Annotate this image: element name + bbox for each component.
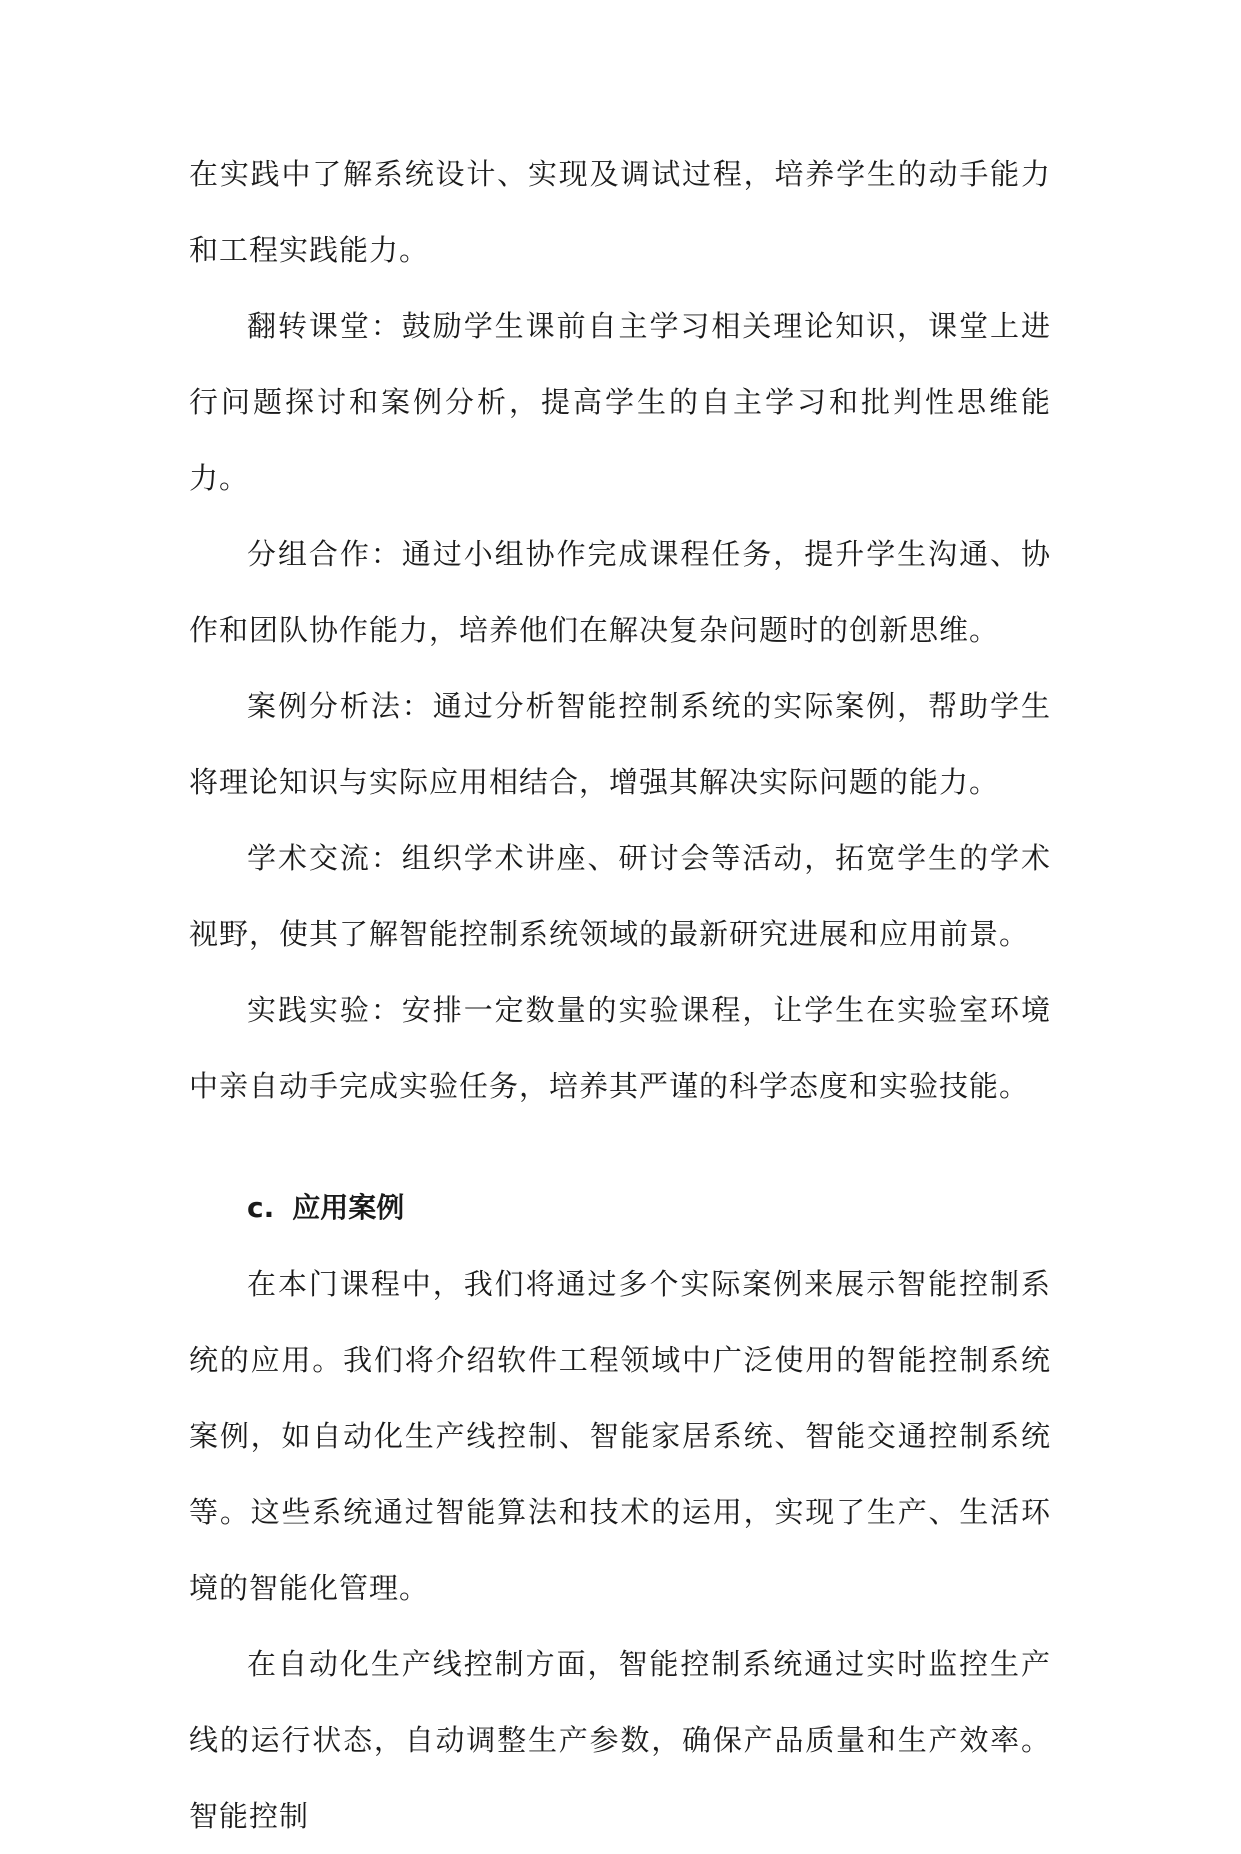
paragraph-academic-exchange: 学术交流：组织学术讲座、研讨会等活动，拓宽学生的学术视野，使其了解智能控制系统领域的最新研究进展和应用前景。 <box>189 841 1051 951</box>
section-heading-application-cases <box>189 1170 1051 1246</box>
document-body <box>189 140 1051 1854</box>
paragraph-practice-continuation: 在实践中了解系统设计、实现及调试过程，培养学生的动手能力和工程实践能力。 <box>189 157 1051 267</box>
paragraph-course-cases: 在本门课程中，我们将通过多个实际案例来展示智能控制系统的应用。我们将介绍软件工程领域中广泛使用的智能控制系统案例，如自动化生产线控制、智能家居系统、智能交通控制系统等。这些系统通过智能算法和技术的运用，实现了生产、生活环境的智能化管理。 <box>189 1267 1051 1605</box>
section-marker: c. <box>247 1191 275 1224</box>
paragraph-group-cooperation: 分组合作：通过小组协作完成课程任务，提升学生沟通、协作和团队协作能力，培养他们在解决复杂问题时的创新思维。 <box>189 537 1051 647</box>
section-title: 应用案例 <box>292 1191 405 1224</box>
paragraph-case-analysis: 案例分析法：通过分析智能控制系统的实际案例，帮助学生将理论知识与实际应用相结合，增强其解决实际问题的能力。 <box>189 689 1051 799</box>
paragraph-practice-experiment: 实践实验：安排一定数量的实验课程，让学生在实验室环境中亲自动手完成实验任务，培养其严谨的科学态度和实验技能。 <box>189 993 1051 1103</box>
paragraph-production-line: 在自动化生产线控制方面，智能控制系统通过实时监控生产线的运行状态，自动调整生产参数，确保产品质量和生产效率。智能控制 <box>189 1647 1051 1833</box>
paragraph-flipped-classroom: 翻转课堂：鼓励学生课前自主学习相关理论知识，课堂上进行问题探讨和案例分析，提高学生的自主学习和批判性思维能力。 <box>189 309 1051 495</box>
